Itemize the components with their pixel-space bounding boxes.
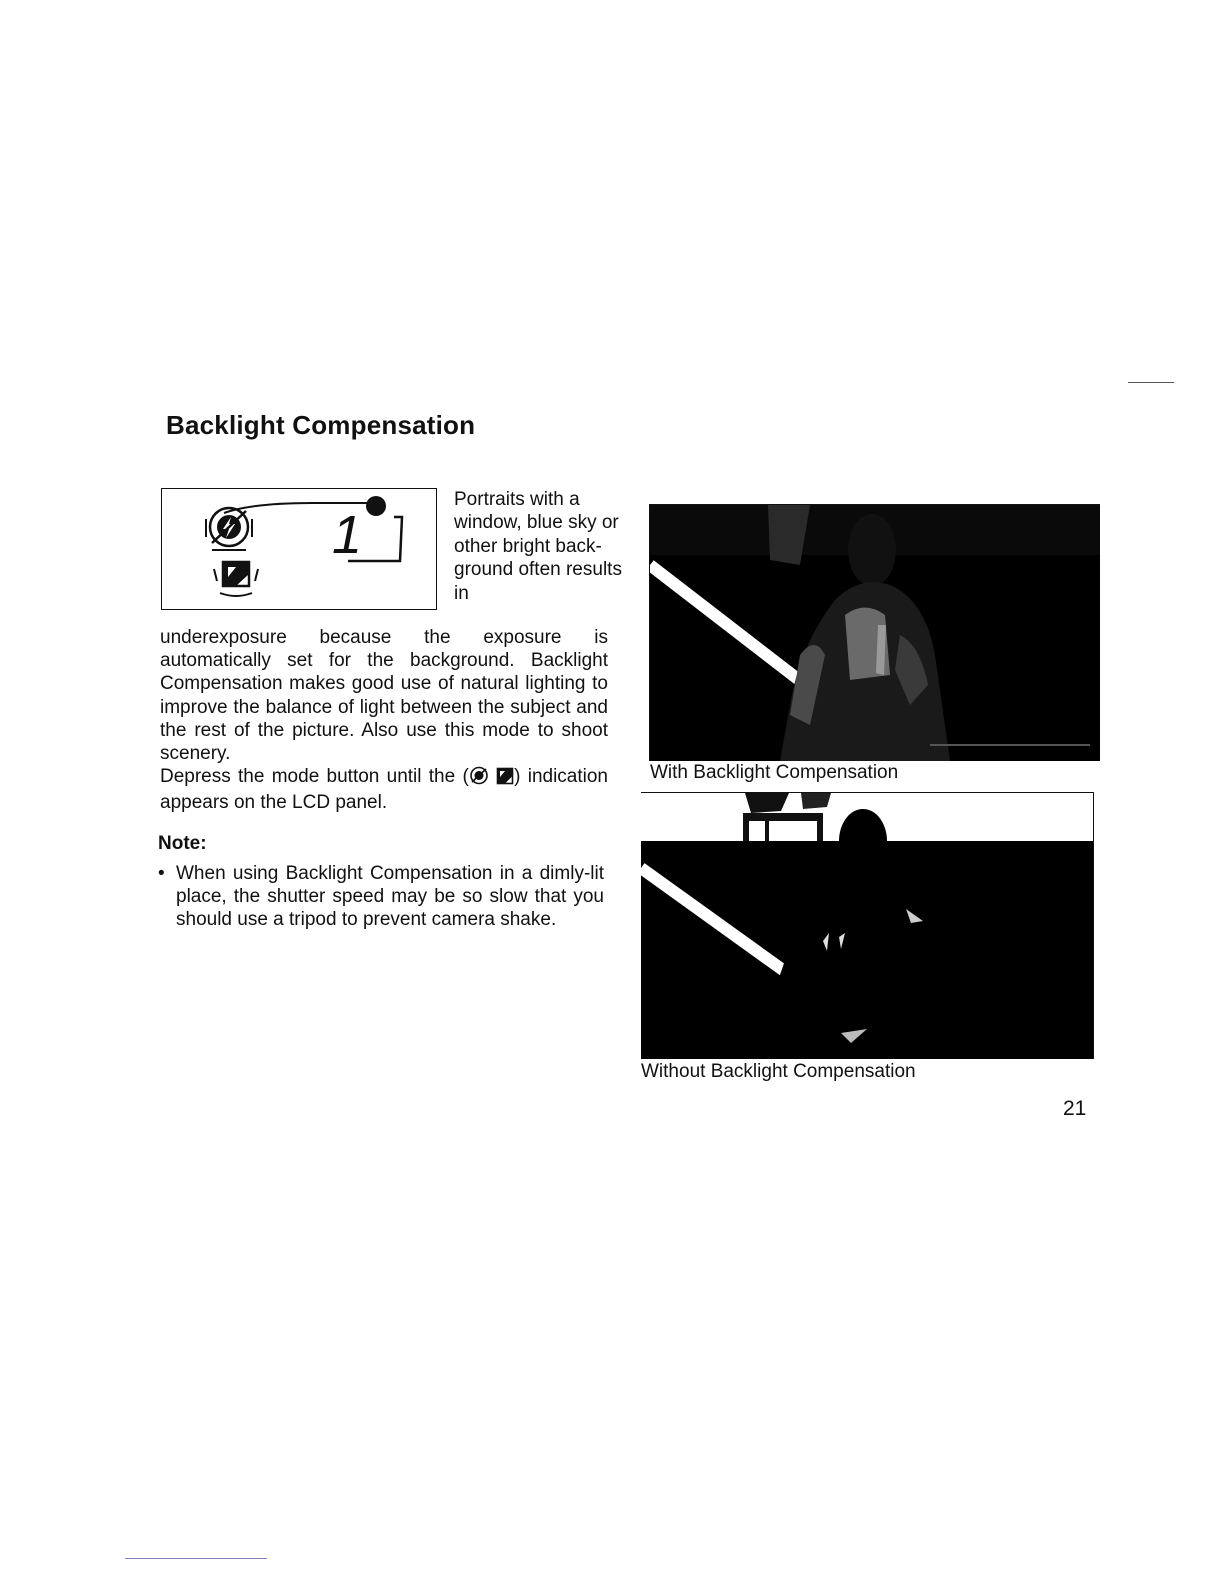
backlight-icon (214, 562, 258, 596)
body-paragraph-2-start: Depress the mode button until the ( (160, 766, 469, 788)
note-bullet: • (158, 863, 165, 884)
note-label: Note: (158, 833, 207, 854)
body-paragraph-2-end: ) indication appears on the LCD panel. (160, 766, 608, 814)
body-paragraph-1: underexposure because the exposure is automatically set for the background. Backlight Compensation makes good use of natural lighting to improve the balance of light between the subject and the rest of the picture. Also use this mode to shoot scenery. (160, 627, 608, 765)
photo-with-backlight-compensation (649, 504, 1100, 761)
bottom-rule (125, 1558, 267, 1559)
caption-with-backlight: With Backlight Compensation (650, 762, 899, 783)
scan-artifact-rule (1128, 382, 1174, 383)
note-item (158, 862, 604, 932)
lcd-panel-illustration (161, 488, 437, 610)
body-paragraph-2 (160, 765, 608, 814)
page-title: Backlight Compensation (166, 410, 476, 440)
lcd-digit: 1 (332, 505, 363, 565)
intro-side-text: Portraits with a window, blue sky or other bright back- ground often results in (454, 489, 622, 604)
note-text: When using Backlight Compensation in a dimly-lit place, the shutter speed may be so slow that you should use a tripod to prevent camera shake. (176, 863, 604, 931)
flash-off-icon (206, 508, 252, 550)
flash-off-symbol-icon (469, 766, 489, 791)
caption-without-backlight: Without Backlight Compensation (641, 1061, 916, 1082)
photo-without-backlight-compensation (641, 792, 1094, 1059)
body-text (160, 626, 608, 815)
page-number: 21 (1063, 1097, 1087, 1120)
indicator-dot-icon (366, 496, 386, 516)
backlight-symbol-icon (496, 767, 514, 791)
